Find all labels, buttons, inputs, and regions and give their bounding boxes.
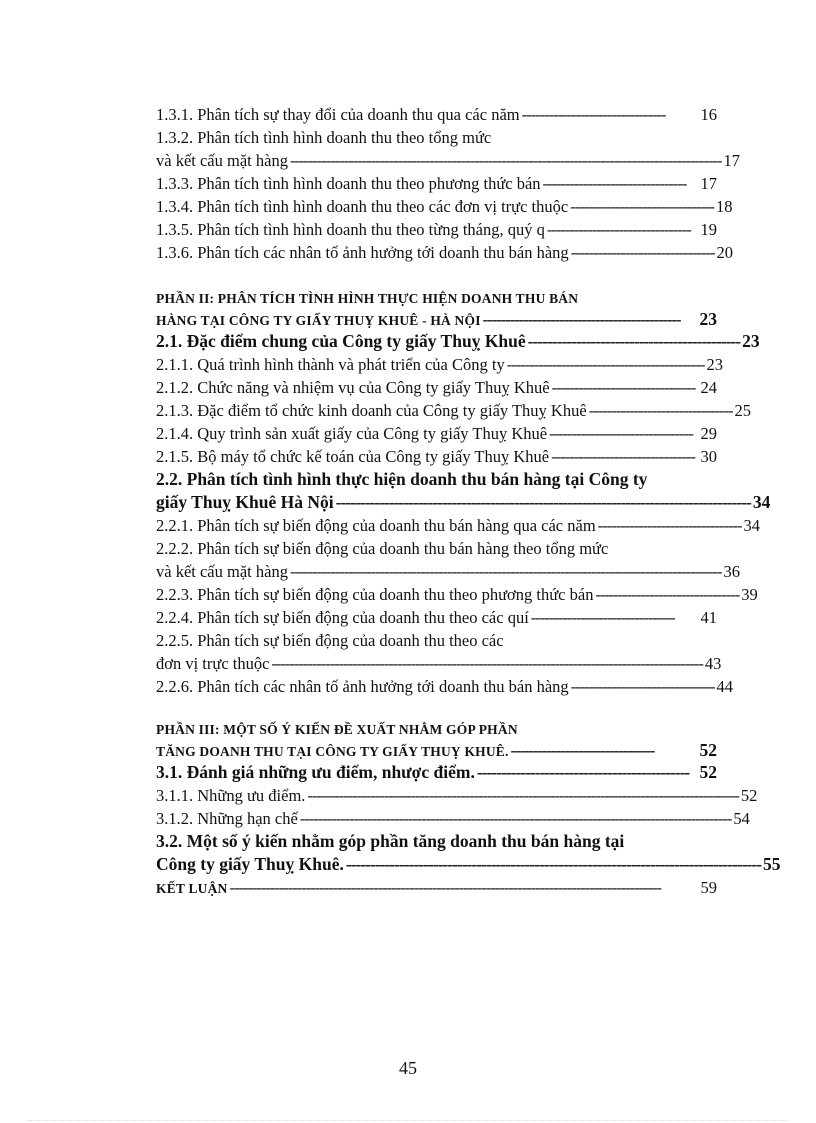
toc-entry-2-2-1 bbox=[156, 514, 760, 537]
toc-entry-2-2-5 bbox=[156, 629, 717, 652]
toc-entry-text: giấy Thuỵ Khuê Hà Nội bbox=[156, 492, 334, 512]
toc-entry-2-1-1 bbox=[156, 353, 723, 376]
toc-entry-text: PHẦN III: MỘT SỐ Ý KIẾN ĐỀ XUẤT NHẰM GÓP PHẦN bbox=[156, 722, 518, 737]
toc-entry-text: 2.1.5. Bộ máy tổ chức kế toán của Công ty giấy Thuỵ Khuê bbox=[156, 447, 550, 466]
toc-entry-text: 3.1. Đánh giá những ưu điểm, nhược điểm. bbox=[156, 762, 475, 782]
toc-entry-text: và kết cấu mặt hàng bbox=[156, 151, 288, 170]
toc-entry-1-3-5 bbox=[156, 218, 717, 241]
toc-leader: -------------------------------------------------------------------------------------- bbox=[335, 492, 751, 512]
toc-part-2-heading-cont bbox=[156, 308, 717, 331]
toc-entry-3-1-2 bbox=[156, 807, 750, 830]
toc-leader: -------------------------------- bbox=[570, 243, 715, 262]
toc-leader: -------------------------------------------- bbox=[482, 310, 681, 329]
footer-divider bbox=[28, 1120, 788, 1121]
toc-entry-text: TĂNG DOANH THU TẠI CÔNG TY GIẤY THUỴ KHUÊ. bbox=[156, 744, 509, 759]
toc-entry-text: 1.3.5. Phân tích tình hình doanh thu theo từng tháng, quý q bbox=[156, 220, 545, 239]
toc-page-number: 17 bbox=[700, 174, 717, 193]
toc-page-number: 19 bbox=[700, 220, 717, 239]
toc-entry-2-1 bbox=[156, 330, 760, 353]
toc-entry-text: 3.1.2. Những hạn chế bbox=[156, 809, 298, 828]
toc-page-number: 29 bbox=[700, 424, 717, 443]
toc-entry-2-2-6 bbox=[156, 675, 734, 698]
toc-entry-text: 2.1. Đặc điểm chung của Công ty giấy Thuỵ Khuê bbox=[156, 331, 526, 351]
toc-leader: -------------------------------- bbox=[510, 741, 655, 760]
toc-page-number: 54 bbox=[733, 809, 750, 828]
toc-leader: -------------------------------- bbox=[570, 197, 715, 216]
toc-entry-3-1 bbox=[156, 761, 717, 784]
toc-entry-text: HÀNG TẠI CÔNG TY GIẤY THUỴ KHUÊ - HÀ NỘI bbox=[156, 313, 481, 328]
toc-entry-text: 2.1.4. Quy trình sản xuất giấy của Công ty giấy Thuỵ Khuê bbox=[156, 424, 548, 443]
toc-entry-2-1-5 bbox=[156, 445, 717, 468]
toc-page-number: 23 bbox=[699, 309, 717, 329]
toc-part-3-heading-cont bbox=[156, 739, 717, 762]
toc-entry-text: 2.2.3. Phân tích sự biến động của doanh thu theo phương thức bán bbox=[156, 585, 594, 604]
toc-page-number: 36 bbox=[723, 562, 740, 581]
toc-leader: ------------------------------------------------------------------------------------------------ bbox=[299, 809, 732, 828]
toc-entry-2-2-2 bbox=[156, 537, 717, 560]
toc-leader: -------------------------------- bbox=[570, 677, 715, 696]
toc-entry-1-3-3 bbox=[156, 172, 717, 195]
toc-entry-3-2 bbox=[156, 830, 717, 853]
toc-entry-2-2-5-cont bbox=[156, 652, 722, 675]
toc-page-number: 41 bbox=[700, 608, 717, 627]
toc-entry-2-2-cont bbox=[156, 491, 771, 514]
toc-page-number: 30 bbox=[700, 447, 717, 466]
toc-entry-1-3-6 bbox=[156, 241, 734, 264]
toc-entry-2-2-3 bbox=[156, 583, 758, 606]
toc-leader: ------------------------------------------------------------------------------------------------ bbox=[307, 786, 739, 805]
toc-entry-text: 1.3.3. Phân tích tình hình doanh thu theo phương thức bán bbox=[156, 174, 541, 193]
toc-entry-text: 2.2.5. Phân tích sự biến động của doanh thu theo các bbox=[156, 631, 504, 650]
toc-entry-text: PHẦN II: PHÂN TÍCH TÌNH HÌNH THỰC HIỆN DOANH THU BÁN bbox=[156, 291, 579, 306]
toc-leader: -------------------------------- bbox=[597, 516, 742, 535]
toc-leader: -------------------------------- bbox=[551, 447, 695, 466]
toc-page-number: 17 bbox=[723, 151, 740, 170]
toc-leader: ------------------------------------------------------------------------------------------------ bbox=[229, 878, 661, 897]
toc-entry-text: và kết cấu mặt hàng bbox=[156, 562, 288, 581]
toc-part-3-heading bbox=[156, 718, 717, 741]
toc-entry-text: 1.3.1. Phân tích sự thay đổi của doanh thu qua các năm bbox=[156, 105, 520, 124]
toc-page-number: 43 bbox=[704, 654, 722, 673]
toc-leader: -------------------------------------------- bbox=[506, 355, 705, 374]
toc-entry-text: 1.3.4. Phân tích tình hình doanh thu theo các đơn vị trực thuộc bbox=[156, 197, 569, 216]
toc-leader: -------------------------------------------------------------------------------------- bbox=[345, 854, 762, 874]
toc-entry-text: 3.1.1. Những ưu điểm. bbox=[156, 786, 306, 805]
toc-entry-1-3-1 bbox=[156, 103, 717, 126]
toc-entry-text: 2.2.2. Phân tích sự biến động của doanh thu bán hàng theo tổng mức bbox=[156, 539, 609, 558]
toc-entry-2-1-2 bbox=[156, 376, 717, 399]
toc-entry-text: 2.2.1. Phân tích sự biến động của doanh thu bán hàng qua các năm bbox=[156, 516, 596, 535]
toc-page-number: 24 bbox=[700, 378, 717, 397]
toc-entry-text: 2.2. Phân tích tình hình thực hiện doanh thu bán hàng tại Công ty bbox=[156, 469, 648, 489]
toc-part-2-heading bbox=[156, 287, 717, 310]
toc-entry-2-1-4 bbox=[156, 422, 717, 445]
toc-leader: -------------------------------- bbox=[530, 608, 675, 627]
toc-entry-1-3-4 bbox=[156, 195, 733, 218]
toc-entry-1-3-2 bbox=[156, 126, 717, 149]
toc-page-number: 52 bbox=[699, 762, 717, 782]
toc-leader: -------------------------------- bbox=[546, 220, 691, 239]
toc-page-number: 23 bbox=[706, 355, 723, 374]
toc-entry-text: 1.3.6. Phân tích các nhân tố ảnh hưởng tới doanh thu bán hàng bbox=[156, 243, 569, 262]
toc-leader: -------------------------------- bbox=[551, 378, 696, 397]
toc-conclusion bbox=[156, 876, 717, 899]
toc-entry-text: 2.2.6. Phân tích các nhân tố ảnh hưởng tới doanh thu bán hàng bbox=[156, 677, 569, 696]
toc-page-number: 23 bbox=[742, 331, 760, 351]
toc-page-number: 18 bbox=[716, 197, 733, 216]
toc-entry-3-2-cont bbox=[156, 853, 781, 876]
toc-page-number: 55 bbox=[763, 854, 781, 874]
toc-entry-text: 2.1.3. Đặc điểm tổ chức kinh doanh của Công ty giấy Thuỵ Khuê bbox=[156, 401, 587, 420]
toc-page-number: 59 bbox=[700, 878, 717, 897]
toc-leader: -------------------------------------------- bbox=[476, 762, 690, 782]
toc-page-number: 34 bbox=[752, 492, 771, 512]
toc-entry-2-1-3 bbox=[156, 399, 752, 422]
toc-page-number: 20 bbox=[716, 243, 734, 262]
toc-page-number: 25 bbox=[734, 401, 752, 420]
page-number: 45 bbox=[399, 1058, 417, 1078]
toc-leader: ------------------------------------------------------------------------------------------------ bbox=[289, 151, 722, 170]
toc-leader: ------------------------------------------------------------------------------------------------ bbox=[271, 654, 703, 673]
toc-leader: -------------------------------- bbox=[542, 174, 687, 193]
toc-entry-text: 2.1.2. Chức năng và nhiệm vụ của Công ty giấy Thuỵ Khuê bbox=[156, 378, 550, 397]
toc-leader: -------------------------------- bbox=[595, 585, 740, 604]
toc-entry-text: Công ty giấy Thuỵ Khuê. bbox=[156, 854, 344, 874]
toc-page-number: 16 bbox=[700, 105, 717, 124]
toc-page-number: 44 bbox=[716, 677, 734, 696]
toc-entry-text: 2.2.4. Phân tích sự biến động của doanh thu theo các quí bbox=[156, 608, 529, 627]
toc-entry-1-3-2-cont bbox=[156, 149, 740, 172]
toc-entry-text: 3.2. Một số ý kiến nhằm góp phần tăng doanh thu bán hàng tại bbox=[156, 831, 625, 851]
toc-leader: -------------------------------- bbox=[521, 105, 666, 124]
toc-page-number: 39 bbox=[741, 585, 758, 604]
toc-entry-2-2 bbox=[156, 468, 717, 491]
toc-entry-2-2-4 bbox=[156, 606, 717, 629]
toc-entry-text: đơn vị trực thuộc bbox=[156, 654, 270, 673]
toc-entry-text: 1.3.2. Phân tích tình hình doanh thu theo tổng mức bbox=[156, 128, 492, 147]
toc-leader: -------------------------------------------- bbox=[527, 331, 741, 351]
toc-leader: ------------------------------------------------------------------------------------------------ bbox=[289, 562, 722, 581]
toc-entry-text: 2.1.1. Quá trình hình thành và phát triển của Công ty bbox=[156, 355, 505, 374]
toc-leader: -------------------------------- bbox=[588, 401, 733, 420]
toc-page-number: 34 bbox=[743, 516, 760, 535]
toc-page-number: 52 bbox=[699, 740, 717, 760]
toc-entry-2-2-2-cont bbox=[156, 560, 740, 583]
toc-page-number: 52 bbox=[740, 786, 758, 805]
toc-entry-text: KẾT LUẬN bbox=[156, 881, 228, 896]
toc-entry-3-1-1 bbox=[156, 784, 758, 807]
toc-leader: -------------------------------- bbox=[549, 424, 693, 443]
